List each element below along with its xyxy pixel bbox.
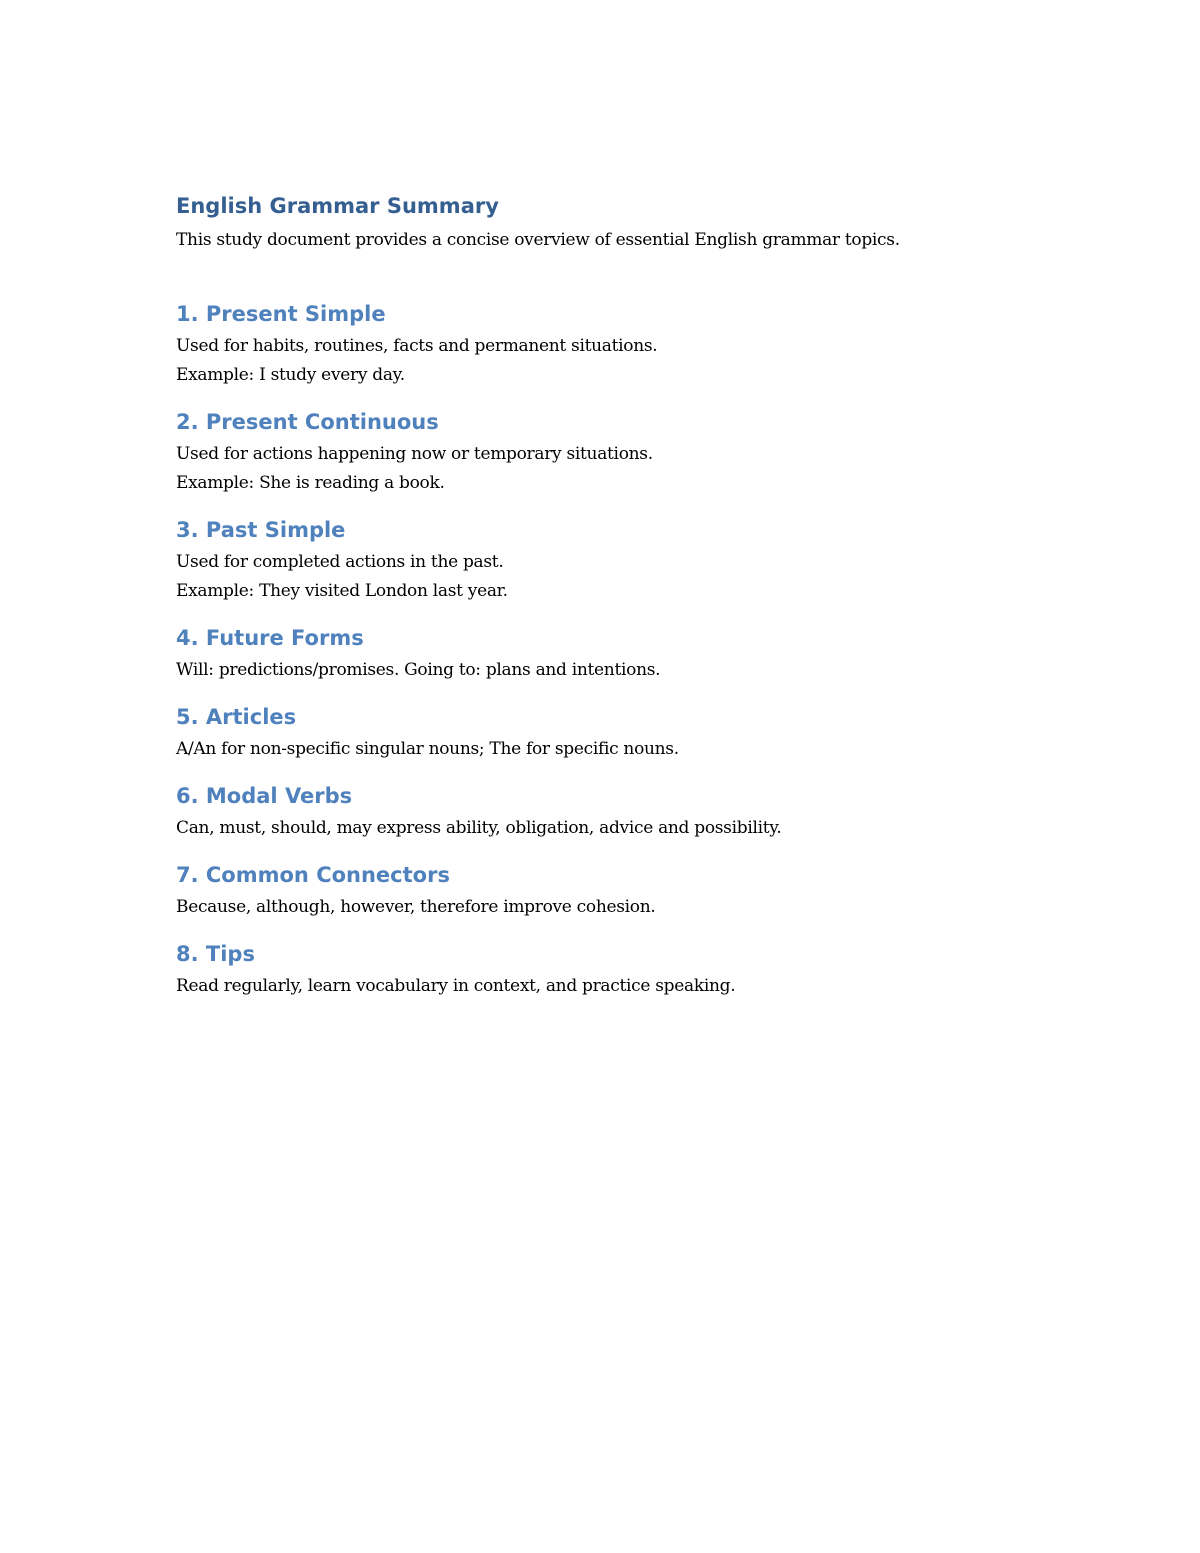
section-heading: 6. Modal Verbs	[176, 784, 353, 808]
section-modal-verbs	[176, 780, 1036, 843]
section-example: Example: They visited London last year.	[176, 581, 508, 601]
section-text: Because, although, however, therefore improve cohesion.	[176, 897, 656, 917]
section-future-forms	[176, 622, 1036, 685]
document-intro: This study document provides a concise overview of essential English grammar topics.	[176, 230, 900, 250]
section-heading: 4. Future Forms	[176, 626, 364, 650]
section-articles	[176, 701, 1036, 764]
document-title: English Grammar Summary	[176, 194, 499, 218]
section-example: Example: She is reading a book.	[176, 473, 445, 493]
section-text: Read regularly, learn vocabulary in context, and practice speaking.	[176, 976, 736, 996]
section-heading: 3. Past Simple	[176, 518, 346, 542]
section-text: Used for completed actions in the past.	[176, 552, 504, 572]
sections-list	[176, 298, 1036, 1001]
section-heading: 8. Tips	[176, 942, 255, 966]
document-content	[176, 190, 1036, 1017]
section-text: Used for actions happening now or temporary situations.	[176, 444, 653, 464]
section-heading: 1. Present Simple	[176, 302, 386, 326]
section-present-continuous	[176, 406, 1036, 498]
section-text: Used for habits, routines, facts and permanent situations.	[176, 336, 658, 356]
section-heading: 5. Articles	[176, 705, 297, 729]
section-present-simple	[176, 298, 1036, 390]
section-tips	[176, 938, 1036, 1001]
section-heading: 7. Common Connectors	[176, 863, 450, 887]
section-text: Can, must, should, may express ability, obligation, advice and possibility.	[176, 818, 782, 838]
section-heading: 2. Present Continuous	[176, 410, 439, 434]
section-example: Example: I study every day.	[176, 365, 405, 385]
section-text: Will: predictions/promises. Going to: plans and intentions.	[176, 660, 661, 680]
section-text: A/An for non-specific singular nouns; The for specific nouns.	[176, 739, 679, 759]
section-past-simple	[176, 514, 1036, 606]
section-common-connectors	[176, 859, 1036, 922]
